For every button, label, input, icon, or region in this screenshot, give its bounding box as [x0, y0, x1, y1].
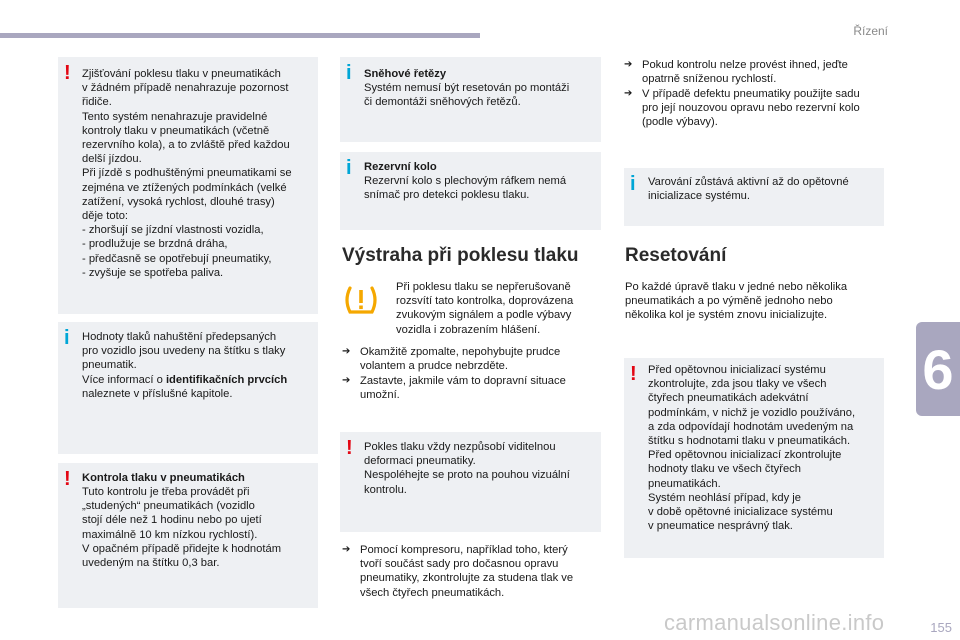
- warning-exclamation-icon: !: [630, 363, 637, 385]
- box-text: Tuto kontrolu je třeba provádět při „studených“ pneumatikách (vozidlo stojí déle než 1 hodinu nebo po ujetí maximálně 10 km nízkou rychlostí). V opačném případě přidejte k hodnotám uvedeným na štítku 0,3 bar.: [82, 486, 282, 570]
- tyre-pressure-warning-box: [58, 57, 318, 314]
- info-icon: i: [346, 62, 352, 84]
- info-icon: i: [346, 157, 352, 179]
- reset-paragraph: Po každé úpravě tlaku v jedné nebo několika pneumatikách a po výměně jednoho nebo několika kol je systém znovu inicializujte.: [625, 281, 848, 322]
- reset-warning-box: [624, 358, 884, 558]
- box-title: Sněhové řetězy: [364, 68, 447, 80]
- list-item: ➔ Okamžitě zpomalte, nepohybujte prudce volantem a prudce nebrzděte.: [342, 346, 561, 373]
- arrow-bullet-icon: ➔: [624, 59, 633, 70]
- box-text: Před opětovnou inicializací systému zkontrolujte, zda jsou tlaky ve všech čtyřech pneumatikách adekvátní podmínkám, v nichž je vozidlo používáno, a zda odpovídají hodnotám uvedeným na štítku s hodnotami tlaku v pneumatikách. Před opětovnou inicializací zkontrolujte hodnoty tlaku ve všech čtyřech pneumatikách. Systém neohlásí případ, kdy je v době opětovné inicializace systému v pneumatice nesprávný tlak.: [648, 364, 856, 533]
- snow-chains-info-box: [340, 57, 601, 142]
- pressure-check-warning-box: [58, 463, 318, 608]
- spare-wheel-info-box: [340, 152, 601, 230]
- info-icon: i: [64, 327, 70, 349]
- list-item: ➔ Pokud kontrolu nelze provést ihned, jeďte opatrně sníženou rychlostí.: [624, 59, 848, 86]
- list-item: ➔ Pomocí kompresoru, například toho, který tvoří součást sady pro dočasnou opravu pneumatiky, zkontrolujte za studena tlak ve všech čtyřech pneumatikách.: [342, 544, 574, 599]
- list-item: ➔ Zastavte, jakmile vám to dopravní situace umožní.: [342, 375, 566, 402]
- tyre-pressure-warning-lamp-icon: [341, 283, 381, 317]
- arrow-bullet-icon: ➔: [342, 346, 351, 357]
- warning-exclamation-icon: !: [346, 437, 353, 459]
- section-title: Řízení: [853, 24, 888, 38]
- heading-pressure-warning: Výstraha při poklesu tlaku: [342, 245, 579, 266]
- box-title: Rezervní kolo: [364, 161, 437, 173]
- warning-lamp-description: Při poklesu tlaku se nepřerušovaně rozsvítí tato kontrolka, doprovázena zvukovým signálem a podle výbavy vozidla i zobrazením hlášení.: [396, 281, 574, 336]
- info-text: Hodnoty tlaků nahuštění předepsaných pro vozidlo jsou uvedeny na štítku s tlaky pneumatik. Více informací o identifikačních prvcích naleznete v příslušné kapitole.: [82, 331, 288, 400]
- page-number: 155: [930, 620, 952, 635]
- box-text: Rezervní kolo s plechovým ráfkem nemá snímač pro detekci poklesu tlaku.: [364, 175, 567, 202]
- warning-active-info-box: [624, 168, 884, 226]
- arrow-bullet-icon: ➔: [624, 88, 633, 99]
- heading-reset: Resetování: [625, 245, 727, 266]
- info-icon: i: [630, 173, 636, 195]
- box-text: Systém nemusí být resetován po montáži či demontáži sněhových řetězů.: [364, 82, 570, 109]
- warning-text: Zjišťování poklesu tlaku v pneumatikách v žádném případě nenahrazuje pozornost řidiče. Tento systém nenahrazuje pravidelné kontroly tlaku v pneumatikách (včetně rezervního kola), a to zvláště před každou delší jízdou. Při jízdě s podhuštěnými pneumatikami se zejména ve ztížených podmínkách (velké zatížení, vysoká rychlost, dlouhé trasy) děje toto: - zhoršují se jízdní vlastnosti vozidla, - prodlužuje se brzdná dráha, - předčasně se opotřebují pneumatiky, - zvyšuje se spotřeba paliva.: [82, 68, 292, 279]
- box-title: Kontrola tlaku v pneumatikách: [82, 472, 245, 484]
- warning-exclamation-icon: !: [64, 468, 71, 490]
- watermark: carmanualsonline.info: [664, 610, 885, 635]
- arrow-bullet-icon: ➔: [342, 375, 351, 386]
- pressure-values-info-box: [58, 322, 318, 454]
- visual-check-warning-box: [340, 432, 601, 532]
- top-accent-bar: [0, 33, 480, 38]
- box-text: Pokles tlaku vždy nezpůsobí viditelnou deformaci pneumatiky. Nespoléhejte se proto na pouhou vizuální kontrolu.: [364, 441, 570, 496]
- box-text: Varování zůstává aktivní až do opětovné inicializace systému.: [648, 176, 849, 203]
- list-item: ➔ V případě defektu pneumatiky použijte sadu pro její nouzovou opravu nebo rezervní kolo (podle výbavy).: [624, 88, 860, 129]
- chapter-number-tab: 6: [916, 322, 960, 416]
- warning-exclamation-icon: !: [64, 62, 71, 84]
- arrow-bullet-icon: ➔: [342, 544, 351, 555]
